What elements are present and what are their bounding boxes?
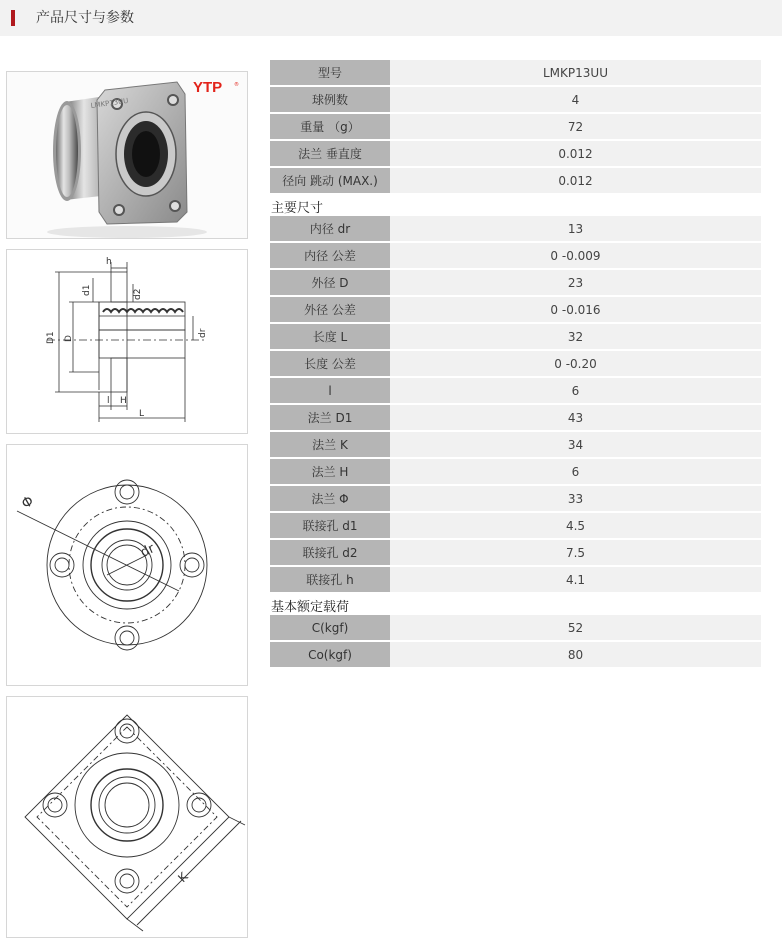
spec-label: 法兰 Φ: [270, 486, 390, 513]
section-title: 产品尺寸与参数: [36, 10, 134, 26]
spec-row: [270, 324, 761, 351]
spec-value: 6: [390, 378, 761, 405]
spec-value: 0.012: [390, 141, 761, 168]
spec-label: 内径 dr: [270, 216, 390, 243]
label-D1: D1: [46, 331, 56, 344]
load-rating-title: 基本额定载荷: [271, 600, 350, 615]
spec-value: LMKP13UU: [390, 60, 761, 87]
spec-label: 法兰 D1: [270, 405, 390, 432]
spec-label: 法兰 垂直度: [270, 141, 390, 168]
svg-text:®: ®: [234, 82, 239, 88]
spec-row: [270, 114, 761, 141]
spec-value: 43: [390, 405, 761, 432]
load-rating-table: [270, 615, 761, 669]
spec-row: [270, 87, 761, 114]
spec-label: 法兰 K: [270, 432, 390, 459]
spec-label: 法兰 H: [270, 459, 390, 486]
spec-tables: [270, 60, 761, 669]
spec-row: [270, 540, 761, 567]
label-D: D: [64, 335, 74, 342]
basic-spec-table: [270, 60, 761, 195]
spec-value: 33: [390, 486, 761, 513]
header-accent-bar: [11, 10, 15, 26]
spec-row: [270, 216, 761, 243]
spec-label: 重量 （g）: [270, 114, 390, 141]
spec-value: 80: [390, 642, 761, 669]
spec-value: 7.5: [390, 540, 761, 567]
spec-value: 4.5: [390, 513, 761, 540]
square-flange-drawing: [6, 696, 248, 938]
spec-value: 23: [390, 270, 761, 297]
spec-label: C(kgf): [270, 615, 390, 642]
spec-value: 34: [390, 432, 761, 459]
spec-value: 4.1: [390, 567, 761, 594]
spec-value: 32: [390, 324, 761, 351]
label-d2: d2: [133, 288, 143, 300]
spec-label: Co(kgf): [270, 642, 390, 669]
main-dimensions-table: [270, 216, 761, 594]
spec-row: [270, 615, 761, 642]
round-flange-drawing: [6, 444, 248, 686]
spec-label: l: [270, 378, 390, 405]
spec-label: 内径 公差: [270, 243, 390, 270]
spec-value: 0.012: [390, 168, 761, 195]
label-dr: dr: [198, 328, 208, 338]
spec-row: [270, 405, 761, 432]
main-dimensions-title: 主要尺寸: [271, 201, 324, 216]
spec-label: 外径 D: [270, 270, 390, 297]
label-phi: Φ: [19, 493, 37, 513]
spec-row: [270, 567, 761, 594]
label-d1: d1: [82, 284, 92, 296]
spec-value: 52: [390, 615, 761, 642]
spec-value: 72: [390, 114, 761, 141]
spec-row: [270, 432, 761, 459]
spec-row: [270, 60, 761, 87]
spec-row: [270, 168, 761, 195]
spec-row: [270, 459, 761, 486]
spec-value: 0 -0.20: [390, 351, 761, 378]
brand-logo: YTP: [193, 79, 223, 96]
spec-value: 0 -0.016: [390, 297, 761, 324]
label-H: H: [120, 396, 127, 406]
spec-value: 4: [390, 87, 761, 114]
spec-label: 球例数: [270, 87, 390, 114]
spec-label: 长度 公差: [270, 351, 390, 378]
spec-label: 径向 跳动 (MAX.): [270, 168, 390, 195]
spec-row: [270, 141, 761, 168]
label-dr-front: dr: [138, 541, 158, 561]
spec-row: [270, 351, 761, 378]
spec-row: [270, 270, 761, 297]
product-photo: [6, 71, 248, 239]
side-section-drawing: [6, 249, 248, 434]
spec-row: [270, 378, 761, 405]
spec-label: 型号: [270, 60, 390, 87]
spec-row: [270, 297, 761, 324]
spec-label: 外径 公差: [270, 297, 390, 324]
label-L: L: [139, 409, 145, 419]
spec-row: [270, 243, 761, 270]
spec-row: [270, 642, 761, 669]
spec-value: 0 -0.009: [390, 243, 761, 270]
spec-label: 联接孔 d1: [270, 513, 390, 540]
spec-row: [270, 486, 761, 513]
spec-value: 13: [390, 216, 761, 243]
product-engraving: LMKP13UU: [90, 96, 129, 110]
spec-label: 长度 L: [270, 324, 390, 351]
spec-label: 联接孔 d2: [270, 540, 390, 567]
section-header: [0, 0, 782, 36]
spec-label: 联接孔 h: [270, 567, 390, 594]
label-l: l: [107, 396, 110, 406]
spec-value: 6: [390, 459, 761, 486]
label-K: K: [175, 869, 191, 886]
label-h: h: [106, 257, 112, 267]
spec-row: [270, 513, 761, 540]
